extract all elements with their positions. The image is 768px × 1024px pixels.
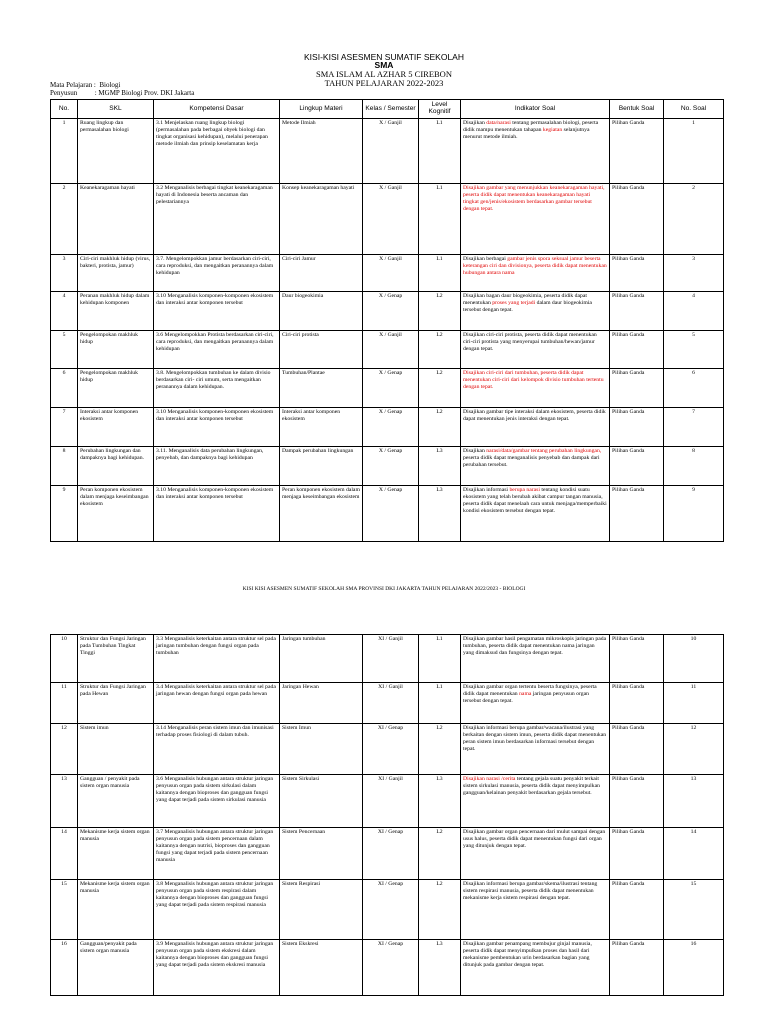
highlighted-text: Disajikan gambar yang menunjukkan keanekaragaman hayati, peserta didik dapat menentukan keanekaragaman hayati tingkat gen/jenis/ekosistem berdasarkan gambar tersebut dengan tepat. [463, 185, 605, 212]
row-kelas-semester: X / Genap [363, 369, 419, 408]
row-number: 4 [51, 292, 78, 331]
row-indikator-soal [461, 255, 610, 292]
kisi-kisi-table-page2 [50, 634, 724, 996]
row-bentuk-soal: Pilihan Ganda [610, 119, 664, 184]
row-no-soal: 15 [664, 880, 724, 940]
row-lingkup-materi: Dampak perubahan lingkungan [280, 447, 363, 486]
indicator-text: Disajikan gambar penampang membujur ginjal manusia, peserta didik dapat menyimpulkan proses dan hasil dari mekanisme pembentukan urin berdasarkan bagian yang ditunjuk pada gambar dengan tepat. [463, 941, 592, 968]
row-level-kognitif: L2 [419, 369, 461, 408]
row-skl: Struktur dan Fungsi Jaringan pada Hewan [78, 683, 154, 724]
table-row [51, 635, 724, 683]
row-no-soal: 8 [664, 447, 724, 486]
row-number: 11 [51, 683, 78, 724]
indicator-text: Disajikan bagan daur biogeokimia, peserta didik dapat menentukan [463, 293, 587, 306]
row-skl: Peran komponen ekosistem dalam menjaga keseimbangan ekosistem [78, 486, 154, 542]
row-indikator-soal [461, 369, 610, 408]
row-kompetensi-dasar: 3.1 Menjelaskan ruang lingkup biologi (permasalahan pada berbagai obyek biologi dan tingkat organisasi kehidupan), melalui penerapan metode ilmiah dan prinsip keselamatan kerja [154, 119, 280, 184]
table-row [51, 292, 724, 331]
row-number: 8 [51, 447, 78, 486]
row-number: 7 [51, 408, 78, 447]
row-kompetensi-dasar: 3.8. Mengelompokkan tumbuhan ke dalam divisio berdasarkan ciri- ciri umum, serta mengaitkan peranannya dalam kehidupan. [154, 369, 280, 408]
academic-year: TAHUN PELAJARAN 2022-2023 [324, 78, 444, 88]
row-bentuk-soal: Pilihan Ganda [610, 828, 664, 880]
row-skl: Pengelompokan makhluk hidup [78, 369, 154, 408]
row-kompetensi-dasar: 3.14 Menganalisis peran sistem imun dan imunisasi terhadap proses fisiologi di dalam tubuh. [154, 724, 280, 775]
row-no-soal: 11 [664, 683, 724, 724]
table-row [51, 775, 724, 828]
row-number: 14 [51, 828, 78, 880]
row-skl: Ruang lingkup dan permasalahan biologi [78, 119, 154, 184]
row-no-soal: 16 [664, 940, 724, 996]
table-row [51, 683, 724, 724]
row-kelas-semester: XI / Genap [363, 880, 419, 940]
indicator-text: tentang gejala suatu penyakit terkait sistem sirkulasi manusia, peserta didik dapat menyimpulkan gangguan/kelainan penyakit berdasarkan gejala tersebut. [463, 776, 600, 796]
row-number: 3 [51, 255, 78, 292]
row-kompetensi-dasar: 3.10 Menganalisis komponen-komponen ekosistem dan interaksi antar komponen tersebut [154, 292, 280, 331]
row-level-kognitif: L1 [419, 683, 461, 724]
school-name: SMA ISLAM AL AZHAR 5 CIREBON [316, 69, 452, 79]
table-row [51, 119, 724, 184]
indicator-text: Disajikan [463, 120, 487, 126]
row-skl: Pengelompokan makhluk hidup [78, 331, 154, 369]
row-kelas-semester: X / Ganjil [363, 331, 419, 369]
indicator-text: Disajikan gambar organ tertentu beserta fungsinya, peserta didik dapat menentukan [463, 684, 597, 697]
table-row [51, 255, 724, 292]
highlighted-text: gambar jenis spora seksual jamur beserta keterangan ciri dan divisionya, peserta didik dapat menentukan hubungan antara nama [463, 256, 607, 276]
row-kelas-semester: X / Ganjil [363, 184, 419, 255]
row-bentuk-soal: Pilihan Ganda [610, 940, 664, 996]
col-header-level: Level Kognitif [419, 100, 461, 119]
row-number: 9 [51, 486, 78, 542]
col-header-skl: SKL [78, 100, 154, 119]
row-no-soal: 1 [664, 119, 724, 184]
row-kompetensi-dasar: 3.10 Menganalisis komponen-komponen ekosistem dan interaksi antar komponen tersebut [154, 486, 280, 542]
row-level-kognitif: L2 [419, 292, 461, 331]
row-indikator-soal [461, 119, 610, 184]
row-level-kognitif: L3 [419, 447, 461, 486]
row-kelas-semester: XI / Genap [363, 940, 419, 996]
row-indikator-soal [461, 724, 610, 775]
row-no-soal: 2 [664, 184, 724, 255]
row-no-soal: 13 [664, 775, 724, 828]
table-row [51, 940, 724, 996]
row-number: 2 [51, 184, 78, 255]
col-header-indikator: Indikator Soal [461, 100, 610, 119]
indicator-text: Disajikan ciri-ciri protista, peserta didik dapat menentukan ciri-ciri protista yang menyerupai tumbuhan/hewan/jamur dengan tepat. [463, 332, 597, 352]
row-indikator-soal [461, 683, 610, 724]
row-number: 15 [51, 880, 78, 940]
indicator-text: Disajikan [463, 448, 487, 454]
col-header-kelas: Kelas / Semester [363, 100, 419, 119]
table-row [51, 724, 724, 775]
col-header-bentuk: Bentuk Soal [610, 100, 664, 119]
indicator-text: tentang permasalahan biologi, peserta didik mampu menentukan tahapan [463, 120, 599, 133]
row-lingkup-materi: Tumbuhan/Plantae [280, 369, 363, 408]
row-level-kognitif: L3 [419, 486, 461, 542]
row-indikator-soal [461, 828, 610, 880]
table-row [51, 486, 724, 542]
col-header-no: No. [51, 100, 78, 119]
row-lingkup-materi: Sistem Pencernaan [280, 828, 363, 880]
row-level-kognitif: L1 [419, 255, 461, 292]
row-bentuk-soal: Pilihan Ganda [610, 369, 664, 408]
col-header-nosoal: No. Soal [664, 100, 724, 119]
indicator-text: Disajikan gambar hasil pengamatan mikroskopis jaringan pada tumbuhan, peserta didik dapat menentukan nama jaringan yang dimaksud dan fungsinya dengan tepat. [463, 636, 607, 656]
row-skl: Gangguan / penyakit pada sistem organ manusia [78, 775, 154, 828]
row-level-kognitif: L2 [419, 880, 461, 940]
row-no-soal: 7 [664, 408, 724, 447]
row-lingkup-materi: Metode Ilmiah [280, 119, 363, 184]
row-kompetensi-dasar: 3.11. Menganalisis data perubahan lingkungan, penyebab, dan dampaknya bagi kehidupan [154, 447, 280, 486]
row-kompetensi-dasar: 3.6 Mengelompokkan Protista berdasarkan ciri-ciri, cara reproduksi, dan mengaitkan peranannya dalam kehidupan [154, 331, 280, 369]
row-lingkup-materi: Sistem Sirkulasi [280, 775, 363, 828]
row-kompetensi-dasar: 3.7 Menganalisis hubungan antara struktur jaringan penyusun organ pada sistem pencernaan dalam kaitannya dengan nutrisi, bioproses dan gangguan fungsi yang dapat terjadi pada sistem pencernaan manusia [154, 828, 280, 880]
indicator-text: Disajikan informasi berupa gambar/skema/ilustrasi tentang sistem respirasi manusia, peserta didik dapat menentukan mekanisme kerja sistem respirasi dengan tepat. [463, 881, 598, 901]
row-no-soal: 6 [664, 369, 724, 408]
row-bentuk-soal: Pilihan Ganda [610, 880, 664, 940]
row-skl: Mekanisme kerja sistem organ manusia [78, 880, 154, 940]
row-lingkup-materi: Interaksi antar komponen ekosistem [280, 408, 363, 447]
row-kelas-semester: XI / Ganjil [363, 635, 419, 683]
row-no-soal: 3 [664, 255, 724, 292]
row-kelas-semester: XI / Ganjil [363, 683, 419, 724]
indicator-text: selanjutnya menurut metode ilmiah. [463, 126, 590, 140]
row-kompetensi-dasar: 3.6 Menganalisis hubungan antara struktur jaringan penyusun organ pada sistem sirkulasi dalam kaitannya dengan bioproses dan gangguan fungsi yang dapat terjadi pada sistem sirkulasi manusia [154, 775, 280, 828]
row-lingkup-materi: Sistem Imun [280, 724, 363, 775]
row-indikator-soal [461, 292, 610, 331]
row-bentuk-soal: Pilihan Ganda [610, 447, 664, 486]
row-level-kognitif: L1 [419, 635, 461, 683]
row-no-soal: 10 [664, 635, 724, 683]
row-kelas-semester: X / Ganjil [363, 119, 419, 184]
row-indikator-soal [461, 635, 610, 683]
row-kompetensi-dasar: 3.4 Menganalisis keterkaitan antara struktur sel pada jaringan hewan dengan fungsi organ pada hewan [154, 683, 280, 724]
row-skl: Sistem imun [78, 724, 154, 775]
row-indikator-soal [461, 331, 610, 369]
doc-title: KISI-KISI ASESMEN SUMATIF SEKOLAH [304, 52, 464, 62]
table-row [51, 880, 724, 940]
row-kelas-semester: XI / Genap [363, 724, 419, 775]
table-row [51, 408, 724, 447]
page-footer: KISI KISI ASESMEN SUMATIF SEKOLAH SMA PROVINSI DKI JAKARTA TAHUN PELAJARAN 2022/2023 - BIOLOGI [242, 586, 526, 592]
row-number: 12 [51, 724, 78, 775]
row-indikator-soal [461, 447, 610, 486]
row-lingkup-materi: Jaringan tumbuhan [280, 635, 363, 683]
table-row [51, 369, 724, 408]
row-no-soal: 4 [664, 292, 724, 331]
row-kelas-semester: XI / Ganjil [363, 775, 419, 828]
table-row [51, 828, 724, 880]
row-lingkup-materi: Sistem Respirasi [280, 880, 363, 940]
row-kompetensi-dasar: 3.10 Menganalisis komponen-komponen ekosistem dan interaksi antar komponen tersebut [154, 408, 280, 447]
row-skl: Ciri-ciri makhluk hidup (virus, bakteri, protista, jamur) [78, 255, 154, 292]
row-bentuk-soal: Pilihan Ganda [610, 724, 664, 775]
row-kompetensi-dasar: 3.9 Menganalisis hubungan antara struktur jaringan penyusun organ pada sistem ekskresi dalam kaitannya dengan bioproses dan gangguan fungsi yang dapat terjadi pada sistem ekskresi manusia [154, 940, 280, 996]
row-level-kognitif: L2 [419, 724, 461, 775]
row-kompetensi-dasar: 3.8 Menganalisis hubungan antara struktur jaringan penyusun organ pada sistem respirasi dalam kaitannya dengan bioproses dan gangguan fungsi yang dapat terjadi pada sistem respirasi manusia [154, 880, 280, 940]
row-kelas-semester: X / Genap [363, 292, 419, 331]
highlighted-text: Disajikan ciri-ciri dari tumbuhan, peserta didik dapat menentukan ciri-ciri dari kelompok divisio tumbuhan tertentu dengan tepat. [463, 370, 604, 390]
highlighted-text: data/narasi [486, 120, 511, 126]
indicator-text: Disajikan gambar tipe interaksi dalam ekosistem, peserta didik dapat menentukan jenis interaksi dengan tepat. [463, 409, 606, 422]
row-skl: Interaksi antar komponen ekosistem [78, 408, 154, 447]
row-lingkup-materi: Konsep keanekaragaman hayati [280, 184, 363, 255]
indicator-text: Disajikan berbagai [463, 256, 508, 262]
row-lingkup-materi: Ciri-ciri Jamur [280, 255, 363, 292]
indicator-text: dalam daur biogeokimia tersebut dengan tepat. [463, 299, 592, 313]
row-skl: Mekanisme kerja sistem organ manusia [78, 828, 154, 880]
table-row [51, 184, 724, 255]
row-skl: Perubahan lingkungan dan dampaknya bagi kehidupan. [78, 447, 154, 486]
row-level-kognitif: L3 [419, 775, 461, 828]
indicator-text: Disajikan gambar organ pencernaan dari mulut sampai dengan usus halus, peserta didik dapat menentukan fungsi dari organ yang ditunjuk dengan tepat. [463, 829, 606, 849]
row-lingkup-materi: Peran komponen ekosistem dalam menjaga keseimbangan ekosistem [280, 486, 363, 542]
row-indikator-soal [461, 775, 610, 828]
row-kelas-semester: X / Genap [363, 486, 419, 542]
col-header-kd: Kompetensi Dasar [154, 100, 280, 119]
table-row [51, 331, 724, 369]
row-indikator-soal [461, 486, 610, 542]
row-level-kognitif: L3 [419, 940, 461, 996]
row-lingkup-materi: Daur biogeokimia [280, 292, 363, 331]
row-number: 10 [51, 635, 78, 683]
subject-line: Mata Pelajaran : Biologi [50, 81, 121, 89]
highlighted-text: nama [519, 690, 532, 697]
row-no-soal: 9 [664, 486, 724, 542]
table-row [51, 447, 724, 486]
row-kelas-semester: X / Genap [363, 408, 419, 447]
row-skl: Gangguan/penyakit pada sistem organ manusia [78, 940, 154, 996]
row-level-kognitif: L1 [419, 119, 461, 184]
indicator-text: jaringan penyusun organ tersebut dengan tepat. [463, 690, 589, 704]
highlighted-text: proses yang terjadi [492, 299, 536, 306]
row-bentuk-soal: Pilihan Ganda [610, 775, 664, 828]
row-level-kognitif: L2 [419, 828, 461, 880]
doc-subtitle: SMA [374, 60, 394, 70]
table-header-row [51, 100, 724, 119]
row-kelas-semester: XI / Genap [363, 828, 419, 880]
row-number: 16 [51, 940, 78, 996]
row-indikator-soal [461, 940, 610, 996]
row-bentuk-soal: Pilihan Ganda [610, 184, 664, 255]
row-skl: Keanekaragaman hayati [78, 184, 154, 255]
row-skl: Peranan makhluk hidup dalam kehidupan komponen [78, 292, 154, 331]
author-line: Penyusun : MGMP Biologi Prov. DKI Jakarta [50, 89, 195, 97]
row-bentuk-soal: Pilihan Ganda [610, 292, 664, 331]
row-bentuk-soal: Pilihan Ganda [610, 635, 664, 683]
row-number: 5 [51, 331, 78, 369]
col-header-materi: Lingkup Materi [280, 100, 363, 119]
highlighted-text: narasi/data/gambar tentang perubahan lingkungan, [486, 448, 602, 454]
row-lingkup-materi: Jaringan Hewan [280, 683, 363, 724]
row-number: 1 [51, 119, 78, 184]
row-skl: Struktur dan Fungsi Jaringan pada Tumbuhan Tingkat Tinggi [78, 635, 154, 683]
row-bentuk-soal: Pilihan Ganda [610, 486, 664, 542]
row-kompetensi-dasar: 3.2 Menganalisis berbagai tingkat keanekaragaman hayati di Indonesia beserta ancaman dan pelestariannya [154, 184, 280, 255]
indicator-text: tentang kondisi suatu ekosistem yang telah berubah akibat campur tangan manusia, peserta didik dapat menelaah cara untuk menjaga/memperbaiki kondisi ekosistem tersebut dengan tepat. [463, 487, 607, 514]
highlighted-text: Disajikan narasi /cerita [463, 776, 516, 782]
indicator-text: peserta didik dapat menganalisis penyebab dan dampak dari perubahan tersebut. [463, 454, 600, 468]
row-kelas-semester: X / Ganjil [363, 255, 419, 292]
highlighted-text: kegiatan [542, 126, 563, 133]
kisi-kisi-table-page1 [50, 99, 724, 542]
row-bentuk-soal: Pilihan Ganda [610, 331, 664, 369]
row-no-soal: 14 [664, 828, 724, 880]
row-lingkup-materi: Ciri-ciri protista [280, 331, 363, 369]
row-lingkup-materi: Sistem Ekskresi [280, 940, 363, 996]
row-number: 6 [51, 369, 78, 408]
row-kelas-semester: X / Genap [363, 447, 419, 486]
row-bentuk-soal: Pilihan Ganda [610, 683, 664, 724]
row-indikator-soal [461, 880, 610, 940]
indicator-text: Disajikan informasi [463, 487, 510, 493]
row-number: 13 [51, 775, 78, 828]
row-kompetensi-dasar: 3.7. Mengelompokkan jamur berdasarkan ciri-ciri, cara reproduksi, dan mengaitkan peranannya dalam kehidupan [154, 255, 280, 292]
row-kompetensi-dasar: 3.3 Menganalisis keterkaitan antara struktur sel pada jaringan tumbuhan dengan fungsi organ pada tumbuhan [154, 635, 280, 683]
row-level-kognitif: L2 [419, 408, 461, 447]
row-indikator-soal [461, 408, 610, 447]
row-bentuk-soal: Pilihan Ganda [610, 255, 664, 292]
highlighted-text: berupa narasi [509, 487, 540, 493]
indicator-text: Disajikan informasi berupa gambar/wacana/ilustrasi yang berkaitan dengan sistem imun, peserta didik dapat menentukan peran sistem imun berdasarkan informasi tersebut dengan tepat. [463, 725, 607, 752]
row-no-soal: 12 [664, 724, 724, 775]
row-no-soal: 5 [664, 331, 724, 369]
row-indikator-soal [461, 184, 610, 255]
row-level-kognitif: L1 [419, 184, 461, 255]
row-level-kognitif: L2 [419, 331, 461, 369]
row-bentuk-soal: Pilihan Ganda [610, 408, 664, 447]
